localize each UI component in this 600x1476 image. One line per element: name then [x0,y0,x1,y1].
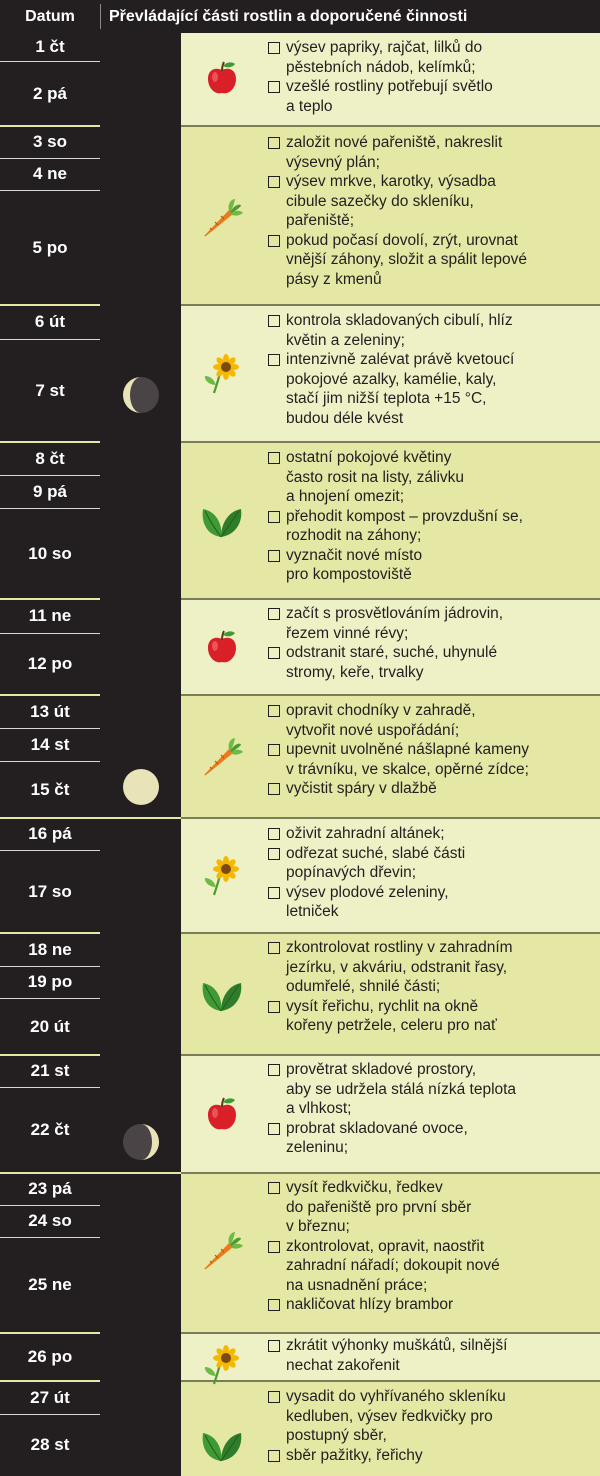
task-item [268,1446,594,1466]
apple-icon [181,53,262,103]
task-item [268,77,594,116]
task-text: upevnit uvolněné nášlapné kameny v trávníku, ve skalce, opěrné zídce; [286,741,530,778]
date-cell: 21 st [30,1061,70,1080]
task-item [268,38,594,77]
task-text: odřezat suché, slabé části popínavých dřevin; [286,844,466,881]
leaf-icon [181,969,262,1019]
header-divider [100,4,101,29]
date-group-separator [0,694,100,696]
task-text: odstranit staré, suché, uhynulé stromy, keře, trvalky [286,644,498,681]
group-separator [181,1054,600,1056]
date-separator [0,1205,100,1206]
date-cell: 10 so [28,543,72,563]
task-item [268,779,594,799]
group-separator [181,125,600,127]
date-cell: 16 pá [28,824,72,843]
task-text: oživit zahradní altánek; [286,825,445,842]
task-list [268,1060,594,1158]
task-text: sběr pažitky, řeřichy [286,1446,423,1464]
task-text: zkontrolovat, opravit, naostřit zahradní nářadí; dokoupit nové na usnadnění práce; [286,1237,500,1294]
moon-column [100,33,181,1476]
task-text: kontrola skladovaných cibulí, hlíz květin a zeleniny; [286,312,513,349]
task-text: vysadit do vyhřívaného skleníku kedluben, výsev ředkvičky pro postupný sběr, [286,1388,506,1444]
task-item [268,546,594,585]
task-list [268,1336,594,1375]
task-list [268,1387,594,1465]
task-item [268,824,594,844]
date-cell: 6 út [34,312,66,331]
task-checkbox[interactable] [268,1123,280,1135]
task-item [268,133,594,172]
task-item [268,1295,594,1315]
date-separator [0,190,100,191]
task-text: ostatní pokojové květiny často rosit na listy, zálivku a hnojení omezit; [286,449,465,505]
task-checkbox[interactable] [268,81,280,93]
task-checkbox[interactable] [268,608,280,620]
header-date-column: Datum [25,7,75,25]
date-cell: 27 út [30,1387,70,1407]
task-checkbox[interactable] [268,848,280,860]
task-item [268,883,594,922]
group-separator [181,817,600,819]
date-cell: 24 so [28,1211,72,1230]
date-cell: 8 čt [35,448,65,468]
table-header [0,0,600,33]
task-item [268,507,594,546]
task-text: vysít ředkvičku, ředkev do pařeniště pro první sběr v březnu; [286,1179,472,1235]
apple-icon [181,1089,262,1139]
first-quarter-moon-icon [120,1121,162,1163]
group-separator [181,694,600,696]
task-list [268,448,594,585]
task-item [268,1336,594,1375]
task-text: pokud počasí dovolí, zrýt, urovnat vnější záhony, složit a spálit lepové pásy z kmenů [286,231,527,288]
task-checkbox[interactable] [268,828,280,840]
task-item [268,701,594,740]
task-checkbox[interactable] [268,705,280,717]
date-cell: 5 po [32,237,68,257]
task-item [268,604,594,643]
task-item [268,231,594,290]
task-checkbox[interactable] [268,452,280,464]
date-group-separator [0,125,100,127]
date-cell: 2 pá [32,83,68,103]
task-item [268,1237,594,1296]
moon-column-separator [100,1172,181,1174]
date-group-separator [0,441,100,443]
date-separator [0,633,100,634]
task-text: probrat skladované ovoce, zeleninu; [286,1119,468,1156]
date-cell: 22 čt [30,1120,70,1139]
group-separator [181,1172,600,1174]
task-text: zkontrolovat rostliny v zahradním jezírku, v akváriu, odstranit řasy, odumřelé, shnilé části; [286,939,513,995]
task-item [268,938,594,997]
task-item [268,740,594,779]
leaf-icon [181,495,262,545]
task-checkbox[interactable] [268,42,280,54]
task-list [268,701,594,799]
date-cell: 14 st [30,734,70,754]
date-separator [0,158,100,159]
task-item [268,1060,594,1119]
task-text: opravit chodníky v zahradě, vytvořit nové uspořádání; [286,702,476,739]
group-separator [181,1332,600,1334]
task-checkbox[interactable] [268,1001,280,1013]
date-cell: 1 čt [35,37,65,56]
task-checkbox[interactable] [268,1299,280,1311]
task-text: provětrat skladové prostory, aby se udržela stálá nízká teplota a vlhkost; [286,1061,517,1117]
task-item [268,350,594,428]
date-cell: 23 pá [28,1179,72,1198]
date-cell: 15 čt [30,779,70,799]
sunflower-icon [181,348,262,398]
group-separator [181,598,600,600]
task-text: vyznačit nové místo pro kompostoviště [286,546,423,583]
full-moon-icon [120,766,162,808]
task-checkbox[interactable] [268,783,280,795]
task-item [268,844,594,883]
task-list [268,604,594,682]
task-checkbox[interactable] [268,1450,280,1462]
moon-column-separator [100,817,181,819]
task-list [268,311,594,428]
date-separator [0,1087,100,1088]
task-checkbox[interactable] [268,1182,280,1194]
date-separator [0,998,100,999]
date-separator [0,508,100,509]
date-group-separator [0,598,100,600]
date-cell: 20 út [30,1016,70,1036]
task-text: výsev plodové zeleniny, letniček [286,883,449,920]
task-text: začít s prosvětlováním jádrovin, řezem vinné révy; [286,605,504,642]
task-item [268,643,594,682]
task-text: přehodit kompost – provzdušní se, rozhodit na záhony; [286,507,523,544]
date-cell: 4 ne [32,164,68,183]
leaf-icon [181,1419,262,1469]
task-item [268,1119,594,1158]
last-quarter-moon-icon [120,374,162,416]
date-group-separator [0,1172,100,1174]
task-item [268,1178,594,1237]
date-separator [0,966,100,967]
date-cell: 13 út [30,701,70,721]
date-cell: 17 so [28,881,72,901]
task-checkbox[interactable] [268,511,280,523]
sunflower-icon [181,1339,262,1389]
group-separator [181,441,600,443]
task-list [268,133,594,289]
group-separator [181,304,600,306]
apple-icon [181,622,262,672]
date-separator [0,339,100,340]
task-checkbox[interactable] [268,315,280,327]
task-item [268,1387,594,1446]
task-checkbox[interactable] [268,744,280,756]
date-separator [0,850,100,851]
date-separator [0,475,100,476]
date-group-separator [0,817,100,819]
sunflower-icon [181,850,262,900]
date-cell: 7 st [35,380,65,400]
task-checkbox[interactable] [268,1391,280,1403]
carrot-icon [181,1226,262,1276]
task-text: výsev papriky, rajčat, lilků do pěstebních nádob, kelímků; [286,39,483,76]
task-text: založit nové pařeniště, nakreslit výsevný plán; [286,134,503,171]
date-separator [0,1237,100,1238]
task-text: zkrátit výhonky muškátů, silnější nechat zakořenit [286,1337,508,1374]
task-text: vzešlé rostliny potřebují světlo a teplo [286,78,493,115]
date-cell: 19 po [27,972,73,991]
task-checkbox[interactable] [268,887,280,899]
task-checkbox[interactable] [268,354,280,366]
date-cell: 3 so [32,132,68,151]
task-list [268,824,594,922]
group-separator [181,932,600,934]
date-separator [0,761,100,762]
task-checkbox[interactable] [268,176,280,188]
task-checkbox[interactable] [268,137,280,149]
date-separator [0,61,100,62]
task-text: intenzivně zalévat právě kvetoucí pokojové azalky, kamélie, kaly, stačí jim nižší teplota +15 °C, budou déle kvést [286,351,515,427]
date-cell: 9 pá [32,481,68,501]
date-cell: 11 ne [28,606,72,625]
task-list [268,938,594,1036]
date-cell: 28 st [30,1435,70,1454]
task-checkbox[interactable] [268,550,280,562]
date-group-separator [0,1332,100,1334]
task-item [268,997,594,1036]
carrot-icon [181,193,262,243]
date-group-separator [0,304,100,306]
date-group-separator [0,1380,100,1382]
task-text: vysít řeřichu, rychlit na okně kořeny petržele, celeru pro nať [286,997,497,1034]
task-list [268,1178,594,1315]
task-checkbox[interactable] [268,1064,280,1076]
task-text: vyčistit spáry v dlažbě [286,780,437,797]
date-group-separator [0,1054,100,1056]
date-cell: 25 ne [28,1275,72,1294]
task-text: výsev mrkve, karotky, výsadba cibule sazečky do skleníku, pařeniště; [286,173,496,229]
task-checkbox[interactable] [268,942,280,954]
task-text: nakličovat hlízy brambor [286,1296,454,1313]
carrot-icon [181,732,262,782]
date-group-separator [0,932,100,934]
task-item [268,311,594,350]
task-checkbox[interactable] [268,1241,280,1253]
task-item [268,172,594,231]
task-list [268,38,594,116]
task-checkbox[interactable] [268,235,280,247]
task-item [268,448,594,507]
header-main-column: Převládající části rostlin a doporučené činnosti [109,7,468,25]
date-cell: 18 ne [28,939,72,959]
date-separator [0,728,100,729]
task-checkbox[interactable] [268,1340,280,1352]
date-cell: 26 po [27,1347,73,1366]
date-separator [0,1414,100,1415]
date-cell: 12 po [27,654,73,673]
task-checkbox[interactable] [268,647,280,659]
